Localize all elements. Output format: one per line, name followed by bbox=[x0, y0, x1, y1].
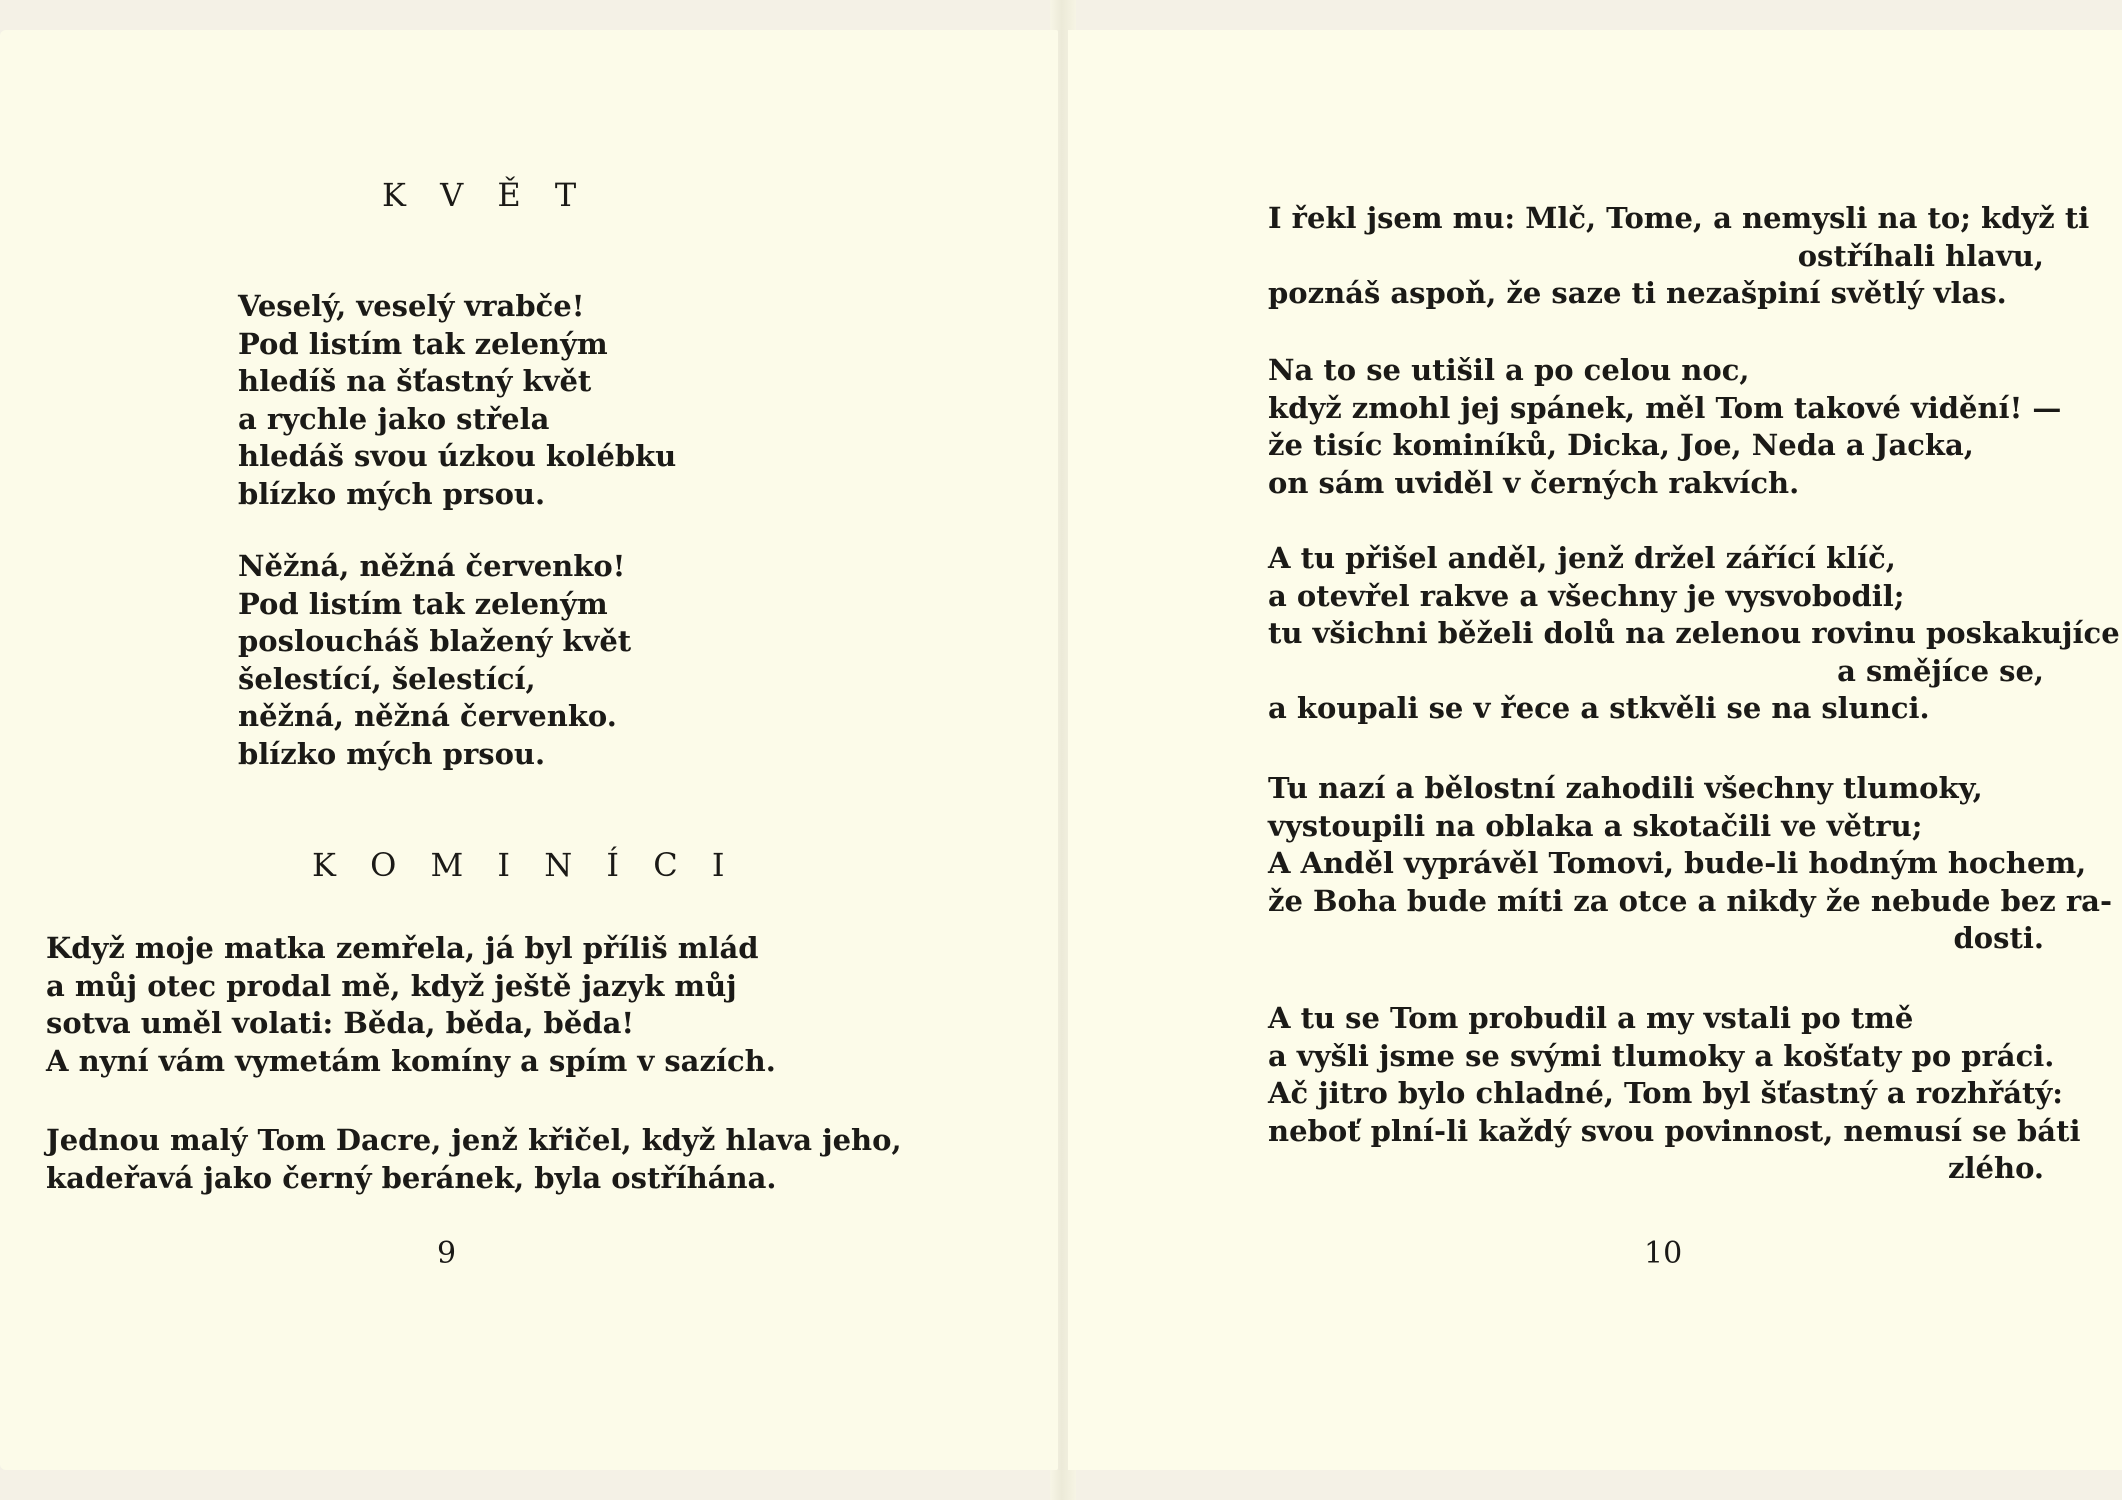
right-stanza-2 bbox=[1268, 352, 2061, 502]
right-stanza-3 bbox=[1268, 540, 2120, 728]
kominici-stanza-2 bbox=[46, 1122, 902, 1197]
right-stanza-5 bbox=[1268, 1000, 2081, 1188]
verse-line: a otevřel rakve a všechny je vysvobodil; bbox=[1268, 578, 1905, 613]
verse-line: Něžná, něžná červenko! bbox=[238, 549, 626, 583]
verse-line: Jednou malý Tom Dacre, jenž křičel, když hlava jeho, bbox=[46, 1123, 902, 1157]
right-page bbox=[1068, 30, 2122, 1470]
verse-line: vystoupili na oblaka a skotačili ve větru; bbox=[1268, 808, 1923, 843]
verse-line: a můj otec prodal mě, když ještě jazyk můj bbox=[46, 968, 737, 1003]
verse-line: Veselý, veselý vrabče! bbox=[238, 289, 585, 323]
kvet-stanza-1 bbox=[238, 288, 676, 513]
verse-line-continuation: ostříhali hlavu, bbox=[1797, 238, 2044, 273]
right-stanza-1 bbox=[1268, 200, 2090, 313]
verse-line: šelestící, šelestící, bbox=[238, 661, 536, 696]
verse-line: a vyšli jsme se svými tlumoky a košťaty po práci. bbox=[1268, 1038, 2055, 1073]
poem-title-kvet: K V Ě T bbox=[382, 176, 589, 214]
verse-line: když zmohl jej spánek, měl Tom takové vidění! — bbox=[1268, 390, 2062, 425]
verse-line: A Anděl vyprávěl Tomovi, bude-li hodným hochem, bbox=[1268, 846, 2087, 880]
verse-line: A nyní vám vymetám komíny a spím v sazích. bbox=[46, 1043, 776, 1078]
kominici-stanza-1 bbox=[46, 930, 776, 1080]
verse-line: tu všichni běželi dolů na zelenou rovinu poskakujíce bbox=[1268, 616, 2120, 650]
verse-line: že tisíc kominíků, Dicka, Joe, Neda a Jacka, bbox=[1268, 428, 1974, 462]
verse-line-continuation: a smějíce se, bbox=[1837, 653, 2044, 688]
right-stanza-4 bbox=[1268, 770, 2112, 958]
left-page bbox=[0, 30, 1058, 1470]
verse-line: on sám uviděl v černých rakvích. bbox=[1268, 465, 1800, 500]
verse-line-continuation: dosti. bbox=[1953, 921, 2044, 955]
verse-line: posloucháš blažený květ bbox=[238, 624, 632, 658]
verse-line: hledíš na šťastný květ bbox=[238, 364, 592, 398]
verse-line: I řekl jsem mu: Mlč, Tome, a nemysli na to; když ti bbox=[1268, 201, 2090, 235]
poem-title-kominici: K O M I N Í C I bbox=[312, 846, 737, 884]
page-number-left: 9 bbox=[437, 1236, 457, 1271]
verse-line: Pod listím tak zeleným bbox=[238, 326, 608, 361]
verse-line: Pod listím tak zeleným bbox=[238, 586, 608, 621]
verse-line: A tu přišel anděl, jenž držel zářící klíč, bbox=[1268, 541, 1896, 575]
verse-line: Tu nazí a bělostní zahodili všechny tlumoky, bbox=[1268, 771, 1983, 805]
verse-line: něžná, něžná červenko. bbox=[238, 699, 617, 733]
verse-line: že Boha bude míti za otce a nikdy že nebude bez ra- bbox=[1268, 883, 2112, 918]
kvet-stanza-2 bbox=[238, 548, 631, 773]
verse-line: sotva uměl volati: Běda, běda, běda! bbox=[46, 1006, 635, 1040]
verse-line: A tu se Tom probudil a my vstali po tmě bbox=[1268, 1001, 1914, 1035]
verse-line: Když moje matka zemřela, já byl příliš mlád bbox=[46, 931, 759, 965]
verse-line: a rychle jako střela bbox=[238, 401, 550, 436]
verse-line: neboť plní-li každý svou povinnost, nemusí se báti bbox=[1268, 1113, 2081, 1148]
verse-line: blízko mých prsou. bbox=[238, 476, 546, 511]
verse-line: Na to se utišil a po celou noc, bbox=[1268, 353, 1750, 387]
verse-line: a koupali se v řece a stkvěli se na slunci. bbox=[1268, 691, 1930, 725]
verse-line: poznáš aspoň, že saze ti nezašpiní světlý vlas. bbox=[1268, 276, 2007, 310]
verse-line: kadeřavá jako černý beránek, byla ostříhána. bbox=[46, 1160, 777, 1195]
verse-line: blízko mých prsou. bbox=[238, 736, 546, 771]
page-number-right: 10 bbox=[1644, 1236, 1683, 1271]
verse-line: hledáš svou úzkou kolébku bbox=[238, 439, 677, 473]
verse-line: Ač jitro bylo chladné, Tom byl šťastný a rozhřátý: bbox=[1268, 1076, 2063, 1110]
verse-line-continuation: zlého. bbox=[1948, 1151, 2044, 1185]
